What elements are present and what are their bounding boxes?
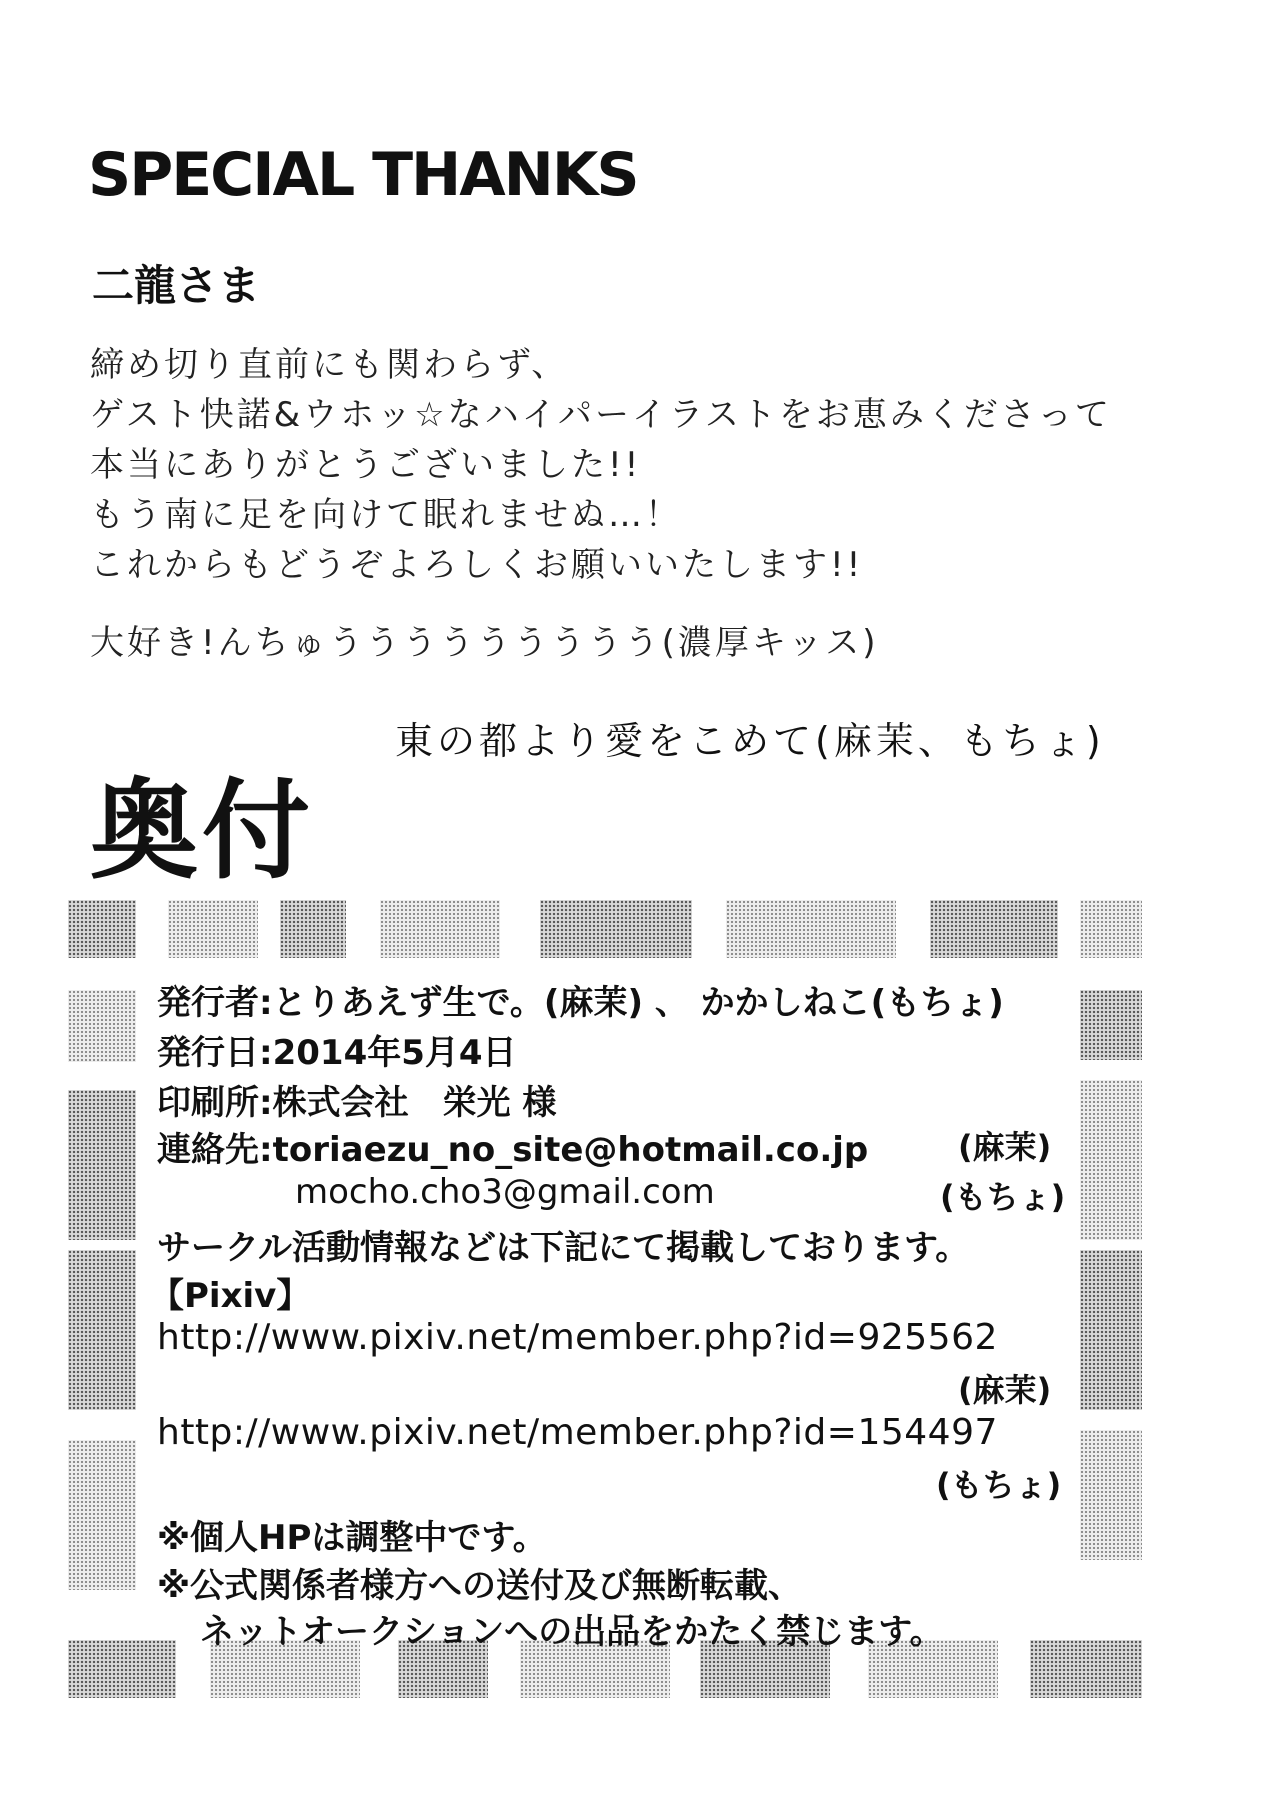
halftone-block: [68, 900, 136, 958]
contact-email-2[interactable]: mocho.cho3@gmail.com: [295, 1172, 715, 1212]
halftone-block: [1030, 1640, 1142, 1698]
halftone-block: [68, 990, 136, 1062]
pixiv-label: 【Pixiv】: [150, 1276, 311, 1316]
note-line: ※個人HPは調整中です。: [157, 1518, 547, 1558]
pixiv-url-1[interactable]: http://www.pixiv.net/member.php?id=925562: [157, 1317, 998, 1358]
message-line: これからもどうぞよろしくお願いいたします!!: [90, 545, 864, 585]
contact-line: 連絡先:toriaezu_no_site@hotmail.co.jp: [157, 1130, 869, 1170]
halftone-block: [726, 900, 896, 958]
note-line: ※公式関係者様方への送付及び無断転載、: [157, 1566, 803, 1606]
halftone-block: [168, 900, 258, 958]
love-line: 大好き!んちゅううううううううう(濃厚キッス): [90, 623, 879, 663]
note-line: ネットオークションへの出品をかたく禁じます。: [200, 1612, 944, 1652]
signature: 東の都より愛をこめて(麻茉、もちょ): [395, 719, 1105, 763]
printer-line: 印刷所:株式会社 栄光 様: [157, 1083, 557, 1123]
thanks-message: [90, 340, 1112, 590]
halftone-block: [1080, 1080, 1142, 1240]
halftone-block: [68, 1250, 136, 1410]
halftone-block: [540, 900, 692, 958]
message-line: ゲスト快諾&ウホッ☆なハイパーイラストをお恵みくださって: [90, 395, 1112, 435]
halftone-block: [1080, 900, 1142, 958]
pixiv-tag: (麻茉): [958, 1371, 1052, 1409]
contact-tag: (麻茉): [958, 1128, 1052, 1166]
message-line: 締め切り直前にも関わらず、: [90, 345, 569, 385]
guest-name: 二龍さま: [92, 261, 261, 310]
halftone-block: [930, 900, 1058, 958]
halftone-block: [68, 1090, 136, 1240]
halftone-block: [1080, 1430, 1142, 1560]
pixiv-tag: (もちょ): [936, 1466, 1062, 1504]
halftone-block: [1080, 990, 1142, 1060]
issue-date-line: 発行日:2014年5月4日: [157, 1033, 517, 1073]
halftone-block: [68, 1640, 176, 1698]
contact-tag: (もちょ): [940, 1178, 1066, 1216]
message-line: もう南に足を向けて眠れませぬ…！: [90, 495, 682, 535]
message-line: 本当にありがとうございました!!: [90, 445, 642, 485]
halftone-block: [1080, 1250, 1142, 1410]
publisher-line: 発行者:とりあえず生で。(麻茉) 、 かかしねこ(もちょ): [157, 983, 1004, 1023]
halftone-block: [280, 900, 346, 958]
circle-info-line: サークル活動情報などは下記にて掲載しております。: [157, 1228, 970, 1268]
special-thanks-title: SPECIAL THANKS: [88, 140, 638, 210]
halftone-block: [68, 1440, 136, 1590]
colophon-title: 奥付: [90, 769, 315, 894]
pixiv-url-2[interactable]: http://www.pixiv.net/member.php?id=154497: [157, 1412, 998, 1453]
halftone-block: [380, 900, 500, 958]
